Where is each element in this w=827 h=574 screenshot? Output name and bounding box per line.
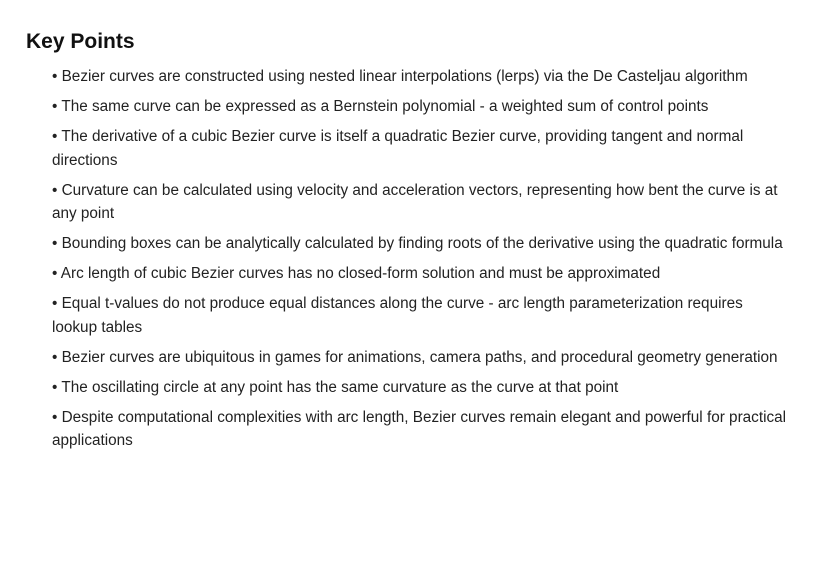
bullet-icon: • (52, 128, 58, 145)
list-item (52, 376, 792, 400)
bullet-icon: • (52, 408, 58, 426)
list-item (52, 232, 792, 256)
list-item (52, 346, 792, 370)
bullet-icon: • (52, 98, 58, 115)
list-item-text: Despite computational complexities with arc length, Bezier curves remain elegant and powerful for practical applications (52, 408, 787, 449)
list-item-text: The oscillating circle at any point has the same curvature as the curve at that point (61, 378, 619, 396)
list-item-text: Bounding boxes can be analytically calculated by finding roots of the derivative using the quadratic formula (61, 235, 783, 252)
bullet-icon: • (52, 295, 58, 312)
list-item (52, 179, 792, 226)
list-item-text: The same curve can be expressed as a Bernstein polynomial - a weighted sum of control points (61, 98, 709, 115)
bullet-icon: • (52, 68, 58, 85)
list-item (52, 65, 792, 89)
list-item-text: Curvature can be calculated using velocity and acceleration vectors, representing how bent the curve is at any point (52, 181, 778, 222)
list-item (52, 406, 792, 453)
bullet-icon: • (52, 348, 58, 366)
section-title: Key Points (26, 30, 135, 53)
bullet-icon: • (52, 265, 58, 282)
list-item-text: Equal t-values do not produce equal distances along the curve - arc length parameterization requires lookup tables (52, 295, 743, 336)
bullet-icon: • (52, 235, 58, 252)
list-item (52, 95, 792, 119)
list-item-text: Arc length of cubic Bezier curves has no closed-form solution and must be approximated (60, 265, 661, 282)
list-item-text: Bezier curves are constructed using nested linear interpolations (lerps) via the De Casteljau algorithm (61, 68, 748, 85)
bullet-icon: • (52, 378, 58, 396)
list-item-text: The derivative of a cubic Bezier curve is itself a quadratic Bezier curve, providing tangent and normal directions (52, 128, 744, 169)
bullet-icon: • (52, 181, 58, 199)
list-item-text: Bezier curves are ubiquitous in games for animations, camera paths, and procedural geometry generation (61, 348, 778, 366)
key-points-list (26, 65, 792, 453)
list-item (52, 262, 792, 286)
list-item (52, 292, 792, 339)
list-item (52, 125, 792, 172)
